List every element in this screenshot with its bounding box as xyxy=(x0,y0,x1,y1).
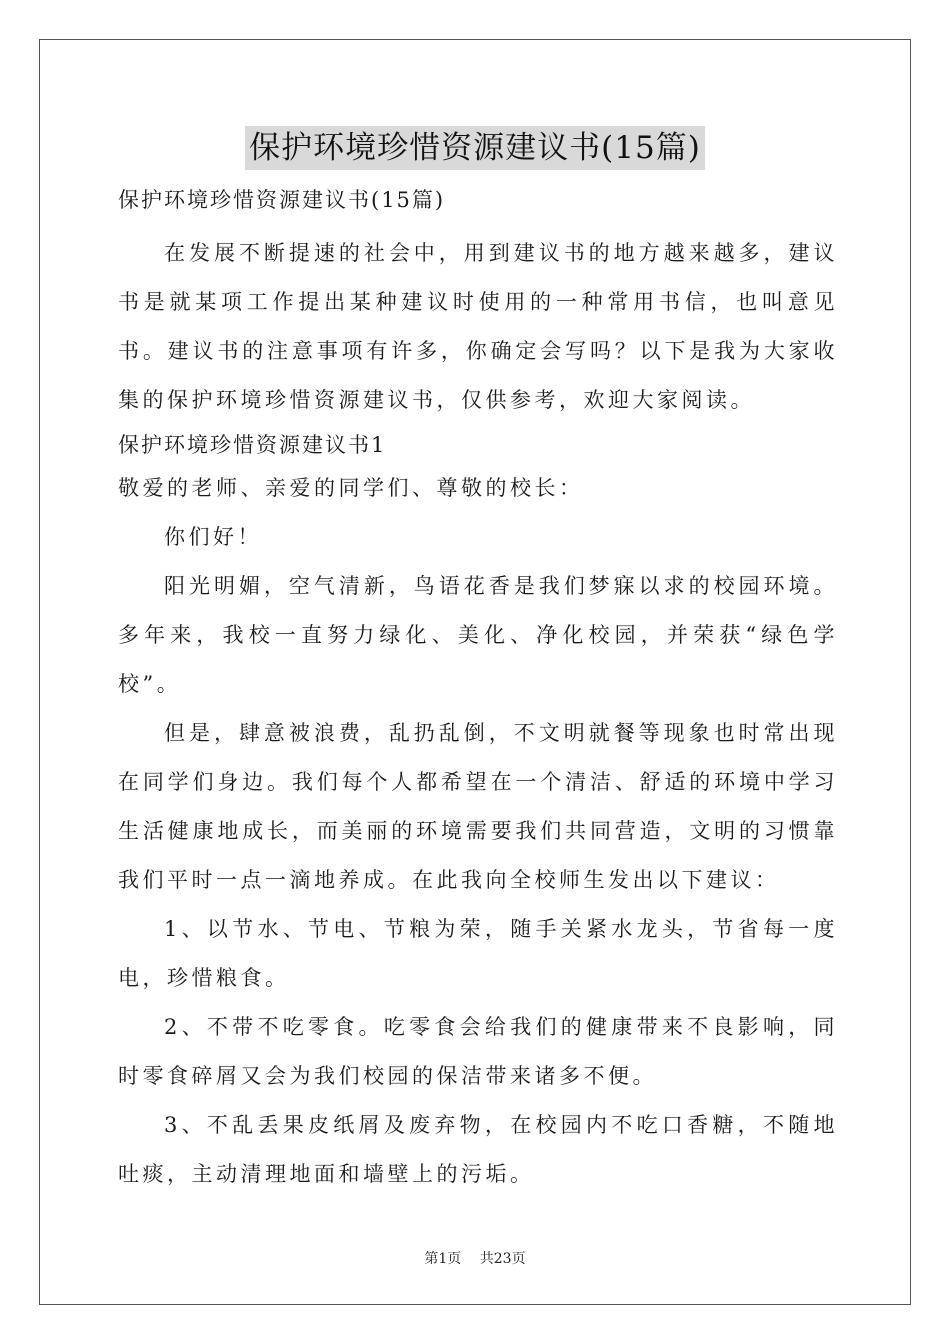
document-subtitle: 保护环境珍惜资源建议书(15篇) xyxy=(118,188,446,212)
paragraph-1: 阳光明媚，空气清新，鸟语花香是我们梦寐以求的校园环境。多年来，我校一直努力绿化、美化、净化校园，并荣获“绿色学校”。 xyxy=(118,574,838,696)
suggestion-item-1: 1、以节水、节电、节粮为荣，随手关紧水龙头，节省每一度电，珍惜粮食。 xyxy=(118,917,838,990)
document-title: 保护环境珍惜资源建议书(15篇) xyxy=(245,126,705,170)
suggestion-item-3: 3、不乱丢果皮纸屑及废弃物，在校园内不吃口香糖，不随地吐痰，主动清理地面和墙壁上的污垢。 xyxy=(118,1113,838,1186)
salutation: 敬爱的老师、亲爱的同学们、尊敬的校长： xyxy=(118,476,584,500)
paragraph-2: 但是，肆意被浪费，乱扔乱倒，不文明就餐等现象也时常出现在同学们身边。我们每个人都希望在一个清洁、舒适的环境中学习生活健康地成长，而美丽的环境需要我们共同营造，文明的习惯靠我们平时一点一滴地养成。在此我向全校师生发出以下建议： xyxy=(118,721,838,892)
section-heading: 保护环境珍惜资源建议书1 xyxy=(118,433,387,457)
suggestion-item-2: 2、不带不吃零食。吃零食会给我们的健康带来不良影响，同时零食碎屑又会为我们校园的保洁带来诸多不便。 xyxy=(118,1015,838,1088)
intro-paragraph: 在发展不断提速的社会中，用到建议书的地方越来越多，建议书是就某项工作提出某种建议时使用的一种常用书信，也叫意见书。建议书的注意事项有许多，你确定会写吗？以下是我为大家收集的保护环境珍惜资源建议书，仅供参考，欢迎大家阅读。 xyxy=(118,241,838,412)
title-container xyxy=(0,126,950,170)
page-number: 第1页 xyxy=(424,1251,462,1267)
page-total: 共23页 xyxy=(479,1251,526,1267)
greeting: 你们好！ xyxy=(164,525,262,549)
document-body xyxy=(118,181,838,1199)
page-footer xyxy=(0,1248,950,1268)
